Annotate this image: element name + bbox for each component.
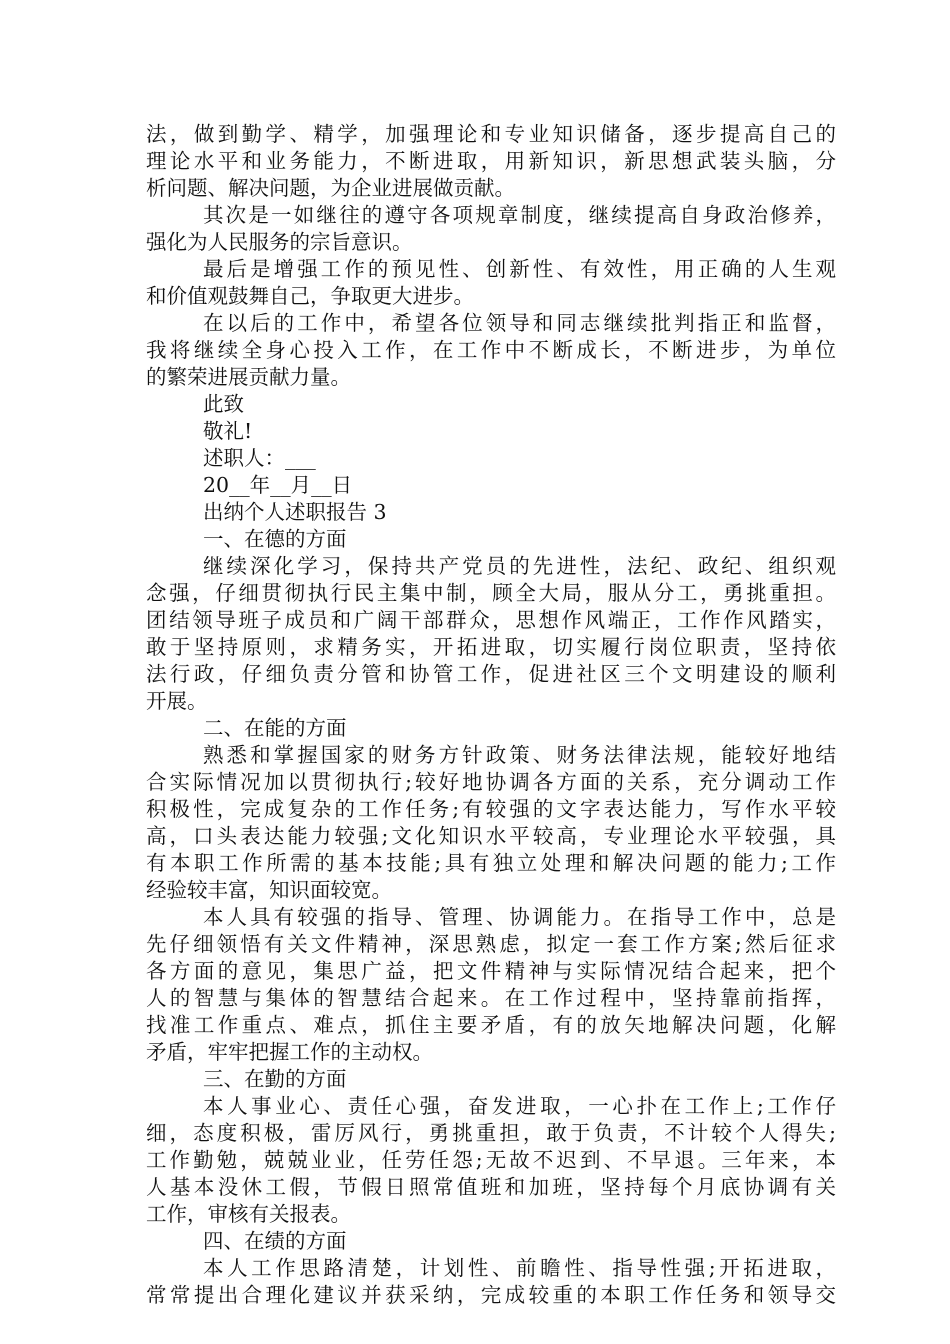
text-line: 本人具有较强的指导、管理、协调能力。在指导工作中，总是 [203, 905, 836, 929]
text-line: 20__年__月__日 [203, 473, 353, 497]
text-line: 本人工作思路清楚，计划性、前瞻性、指导性强;开拓进取， [203, 1256, 836, 1280]
text-line: 四、在绩的方面 [203, 1229, 347, 1253]
text-line: 三、在勤的方面 [203, 1067, 347, 1091]
text-line: 强化为人民服务的宗旨意识。 [146, 230, 413, 254]
text-line: 矛盾，牢牢把握工作的主动权。 [146, 1040, 433, 1064]
text-line: 二、在能的方面 [203, 716, 347, 740]
text-line: 熟悉和掌握国家的财务方针政策、财务法律法规，能较好地结 [203, 743, 836, 767]
text-line: 的繁荣进展贡献力量。 [146, 365, 351, 389]
text-line: 经验较丰富，知识面较宽。 [146, 878, 392, 902]
document-page [146, 121, 836, 1309]
text-line: 开展。 [146, 689, 208, 713]
text-line: 先仔细领悟有关文件精神，深思熟虑，拟定一套工作方案;然后征求 [146, 932, 836, 956]
text-line: 人基本没休工假，节假日照常值班和加班，坚持每个月底协调有关 [146, 1175, 836, 1199]
text-line: 出纳个人述职报告 3 [203, 500, 387, 524]
text-line: 细，态度积极，雷厉风行，勇挑重担，敢于负责，不计较个人得失; [146, 1121, 836, 1145]
text-line: 人的智慧与集体的智慧结合起来。在工作过程中，坚持靠前指挥， [146, 986, 836, 1010]
text-line: 其次是一如继往的遵守各项规章制度，继续提高自身政治修养， [203, 203, 836, 227]
text-line: 我将继续全身心投入工作，在工作中不断成长，不断进步，为单位 [146, 338, 836, 362]
text-line: 此致 [203, 392, 244, 416]
text-line: 述职人：___ [203, 446, 316, 470]
text-line: 工作勤勉，兢兢业业，任劳任怨;无故不迟到、不早退。三年来，本 [146, 1148, 836, 1172]
text-line: 继续深化学习，保持共产党员的先进性，法纪、政纪、组织观 [203, 554, 836, 578]
text-line: 合实际情况加以贯彻执行;较好地协调各方面的关系，充分调动工作 [146, 770, 836, 794]
text-line: 法，做到勤学、精学，加强理论和专业知识储备，逐步提高自己的 [146, 122, 836, 146]
text-line: 念强，仔细贯彻执行民主集中制，顾全大局，服从分工，勇挑重担。 [146, 581, 836, 605]
text-line: 在以后的工作中，希望各位领导和同志继续批判指正和监督， [203, 311, 836, 335]
text-line: 积极性，完成复杂的工作任务;有较强的文字表达能力，写作水平较 [146, 797, 836, 821]
text-line: 敢于坚持原则，求精务实，开拓进取，切实履行岗位职责，坚持依 [146, 635, 836, 659]
text-line: 团结领导班子成员和广阔干部群众，思想作风端正，工作作风踏实， [146, 608, 836, 632]
text-line: 析问题、解决问题，为企业进展做贡献。 [146, 176, 515, 200]
text-line: 常常提出合理化建议并获采纳，完成较重的本职工作任务和领导交 [146, 1283, 836, 1307]
text-line: 和价值观鼓舞自己，争取更大进步。 [146, 284, 474, 308]
text-line: 有本职工作所需的基本技能;具有独立处理和解决问题的能力;工作 [146, 851, 836, 875]
text-line: 最后是增强工作的预见性、创新性、有效性，用正确的人生观 [203, 257, 836, 281]
text-line: 敬礼! [203, 419, 253, 443]
text-line: 一、在德的方面 [203, 527, 347, 551]
text-line: 各方面的意见，集思广益，把文件精神与实际情况结合起来，把个 [146, 959, 836, 983]
text-line: 理论水平和业务能力，不断进取，用新知识，新思想武装头脑，分 [146, 149, 836, 173]
text-line: 法行政，仔细负责分管和协管工作，促进社区三个文明建设的顺利 [146, 662, 836, 686]
text-line: 工作，审核有关报表。 [146, 1202, 351, 1226]
text-line: 本人事业心、责任心强，奋发进取，一心扑在工作上;工作仔 [203, 1094, 836, 1118]
text-line: 高，口头表达能力较强;文化知识水平较高，专业理论水平较强，具 [146, 824, 836, 848]
text-line: 找准工作重点、难点，抓住主要矛盾，有的放矢地解决问题，化解 [146, 1013, 836, 1037]
